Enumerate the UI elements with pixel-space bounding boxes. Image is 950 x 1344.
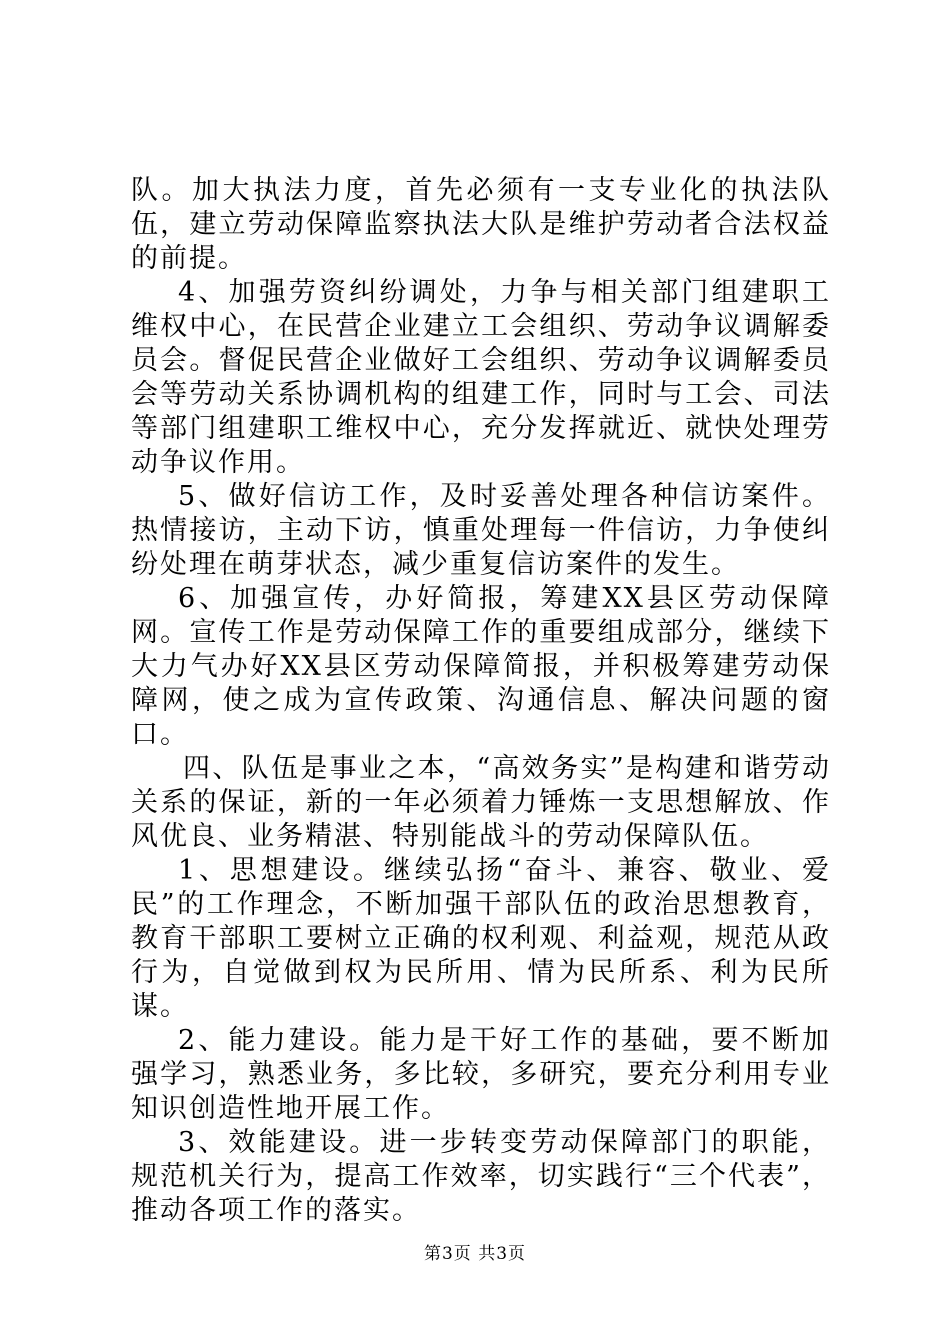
paragraph-section-4: 四、队伍是事业之本，“高效务实”是构建和谐劳动关系的保证，新的一年必须着力锤炼一支思想解放、作风优良、业务精湛、特别能战斗的劳动保障队伍。 [131,753,831,852]
paragraph-continuation: 队。加大执法力度，首先必须有一支专业化的执法队伍，建立劳动保障监察执法大队是维护劳动者合法权益的前提。 [131,175,831,274]
paragraph-item-6: 6、加强宣传，办好简报，筹建XX县区劳动保障网。宣传工作是劳动保障工作的重要组成部分，继续下大力气办好XX县区劳动保障简报，并积极筹建劳动保障网，使之成为宣传政策、沟通信息、解决问题的窗口。 [131,583,831,750]
paragraph-item-1: 1、思想建设。继续弘扬“奋斗、兼容、敬业、爱民”的工作理念，不断加强干部队伍的政治思想教育，教育干部职工要树立正确的权利观、利益观，规范从政行为，自觉做到权为民所用、情为民所系、利为民所谋。 [131,855,831,1022]
paragraph-item-2: 2、能力建设。能力是干好工作的基础，要不断加强学习，熟悉业务，多比较，多研究，要充分利用专业知识创造性地开展工作。 [131,1025,831,1124]
document-body [131,174,831,1228]
paragraph-item-3: 3、效能建设。进一步转变劳动保障部门的职能，规范机关行为，提高工作效率，切实践行“三个代表”，推动各项工作的落实。 [131,1127,831,1226]
paragraph-item-5: 5、做好信访工作，及时妥善处理各种信访案件。热情接访，主动下访，慎重处理每一件信访，力争使纠纷处理在萌芽状态，减少重复信访案件的发生。 [131,481,831,580]
page-number: 第3页 共3页 [423,1244,527,1264]
paragraph-item-4: 4、加强劳资纠纷调处，力争与相关部门组建职工维权中心，在民营企业建立工会组织、劳动争议调解委员会。督促民营企业做好工会组织、劳动争议调解委员会等劳动关系协调机构的组建工作，同时与工会、司法等部门组建职工维权中心，充分发挥就近、就快处理劳动争议作用。 [131,277,831,478]
